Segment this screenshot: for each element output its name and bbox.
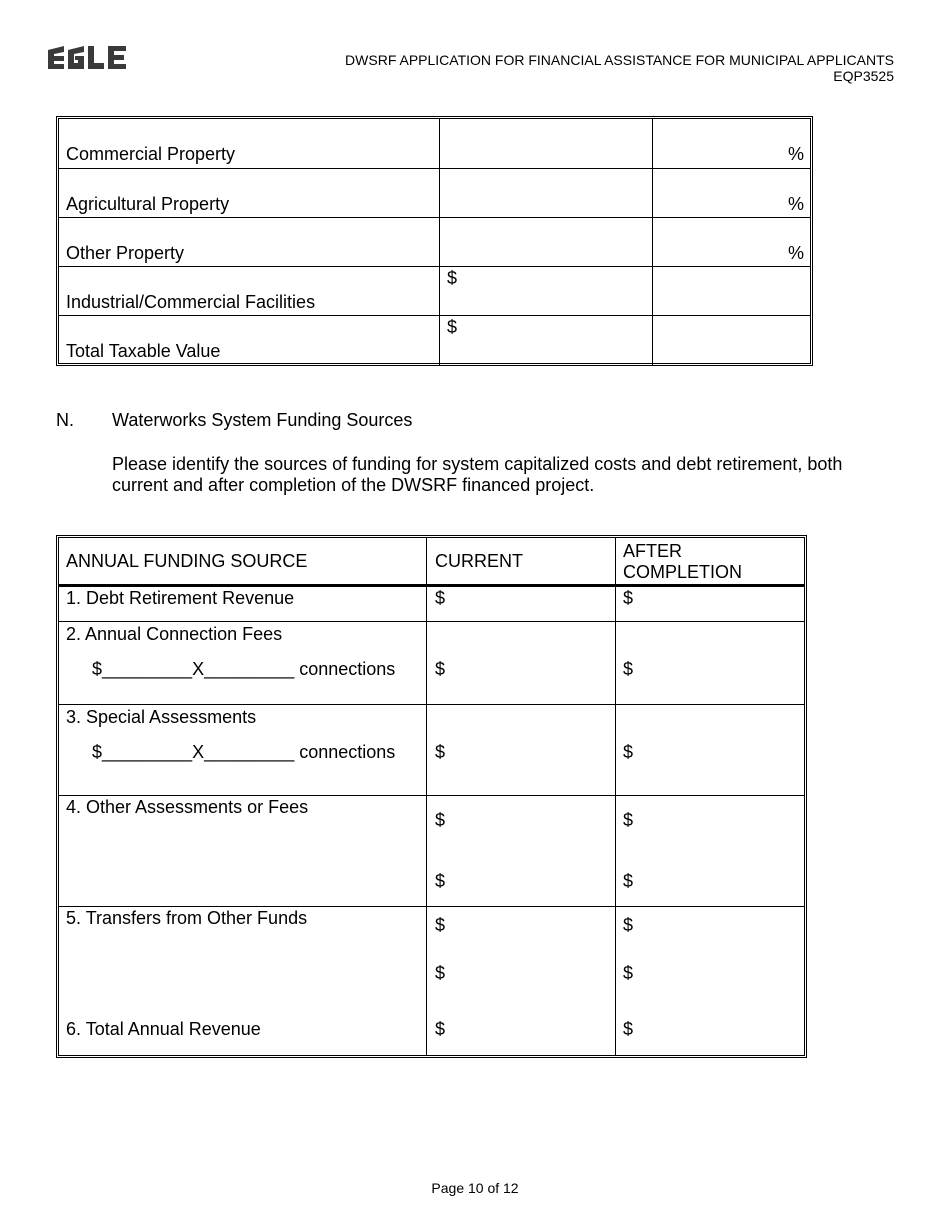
value-field[interactable] (440, 169, 653, 218)
value-field[interactable]: $ (440, 316, 653, 365)
row-divider (59, 795, 804, 796)
form-title: DWSRF APPLICATION FOR FINANCIAL ASSISTANCE FOR MUNICIPAL APPLICANTS (345, 52, 894, 68)
percent-field[interactable] (653, 267, 810, 316)
after-amount-field[interactable]: $ (623, 742, 634, 762)
table-row (59, 168, 810, 218)
column-divider (426, 538, 427, 1055)
percent-field[interactable]: % (787, 144, 804, 164)
after-amount-field[interactable]: $ (623, 810, 634, 830)
percent-field[interactable]: % (787, 243, 804, 263)
current-amount-field[interactable]: $ (435, 659, 446, 679)
value-field[interactable]: $ (440, 267, 653, 316)
row-label-transfers: 5. Transfers from Other Funds (66, 908, 308, 928)
egle-logo-graphic (48, 46, 128, 72)
section-description: Please identify the sources of funding for system capitalized costs and debt retirement, both current and after completion of the DWSRF financed project. (112, 454, 843, 495)
row-label-total-revenue: 6. Total Annual Revenue (66, 1019, 261, 1039)
after-total-field[interactable]: $ (623, 1019, 634, 1039)
after-amount-field[interactable]: $ (623, 915, 634, 935)
row-divider (59, 621, 804, 622)
table-row (59, 266, 810, 316)
row-label-debt-retirement: 1. Debt Retirement Revenue (66, 588, 295, 608)
table-row (59, 119, 810, 168)
current-amount-field[interactable]: $ (435, 871, 446, 891)
egle-logo (48, 46, 128, 72)
column-divider (615, 538, 616, 1055)
current-amount-field[interactable]: $ (435, 915, 446, 935)
table-row (59, 217, 810, 267)
header-after-completion: AFTER COMPLETION (623, 541, 743, 582)
header-divider (59, 584, 804, 587)
after-amount-field[interactable]: $ (623, 963, 634, 983)
current-amount-field[interactable]: $ (435, 963, 446, 983)
property-value-table (56, 116, 813, 366)
current-amount-field[interactable]: $ (435, 588, 446, 608)
percent-field[interactable]: % (787, 194, 804, 214)
form-number: EQP3525 (833, 68, 894, 84)
header-current: CURRENT (435, 551, 523, 571)
row-label: Commercial Property (66, 144, 236, 164)
current-total-field[interactable]: $ (435, 1019, 446, 1039)
after-amount-field[interactable]: $ (623, 871, 634, 891)
connection-fees-formula-field[interactable]: $_________X_________ connections (92, 659, 396, 679)
row-label-special-assessments: 3. Special Assessments (66, 707, 257, 727)
percent-field[interactable] (653, 316, 810, 365)
current-amount-field[interactable]: $ (435, 742, 446, 762)
current-amount-field[interactable]: $ (435, 810, 446, 830)
page-number: Page 10 of 12 (431, 1180, 519, 1196)
value-field[interactable] (440, 218, 653, 267)
row-label-other-assessments: 4. Other Assessments or Fees (66, 797, 309, 817)
after-amount-field[interactable]: $ (623, 659, 634, 679)
value-field[interactable] (440, 119, 653, 168)
section-letter: N. (56, 410, 74, 430)
special-assessments-formula-field[interactable]: $_________X_________ connections (92, 742, 396, 762)
row-label-connection-fees: 2. Annual Connection Fees (66, 624, 283, 644)
funding-sources-table (56, 535, 807, 1058)
row-label: Agricultural Property (66, 194, 230, 214)
after-amount-field[interactable]: $ (623, 588, 634, 608)
header-annual-funding-source: ANNUAL FUNDING SOURCE (66, 551, 308, 571)
document-header (345, 52, 894, 84)
row-divider (59, 704, 804, 705)
section-title: Waterworks System Funding Sources (112, 410, 413, 430)
row-label: Total Taxable Value (66, 341, 221, 361)
table-row (59, 315, 810, 365)
row-label: Other Property (66, 243, 185, 263)
row-divider (59, 906, 804, 907)
row-label: Industrial/Commercial Facilities (66, 292, 316, 312)
